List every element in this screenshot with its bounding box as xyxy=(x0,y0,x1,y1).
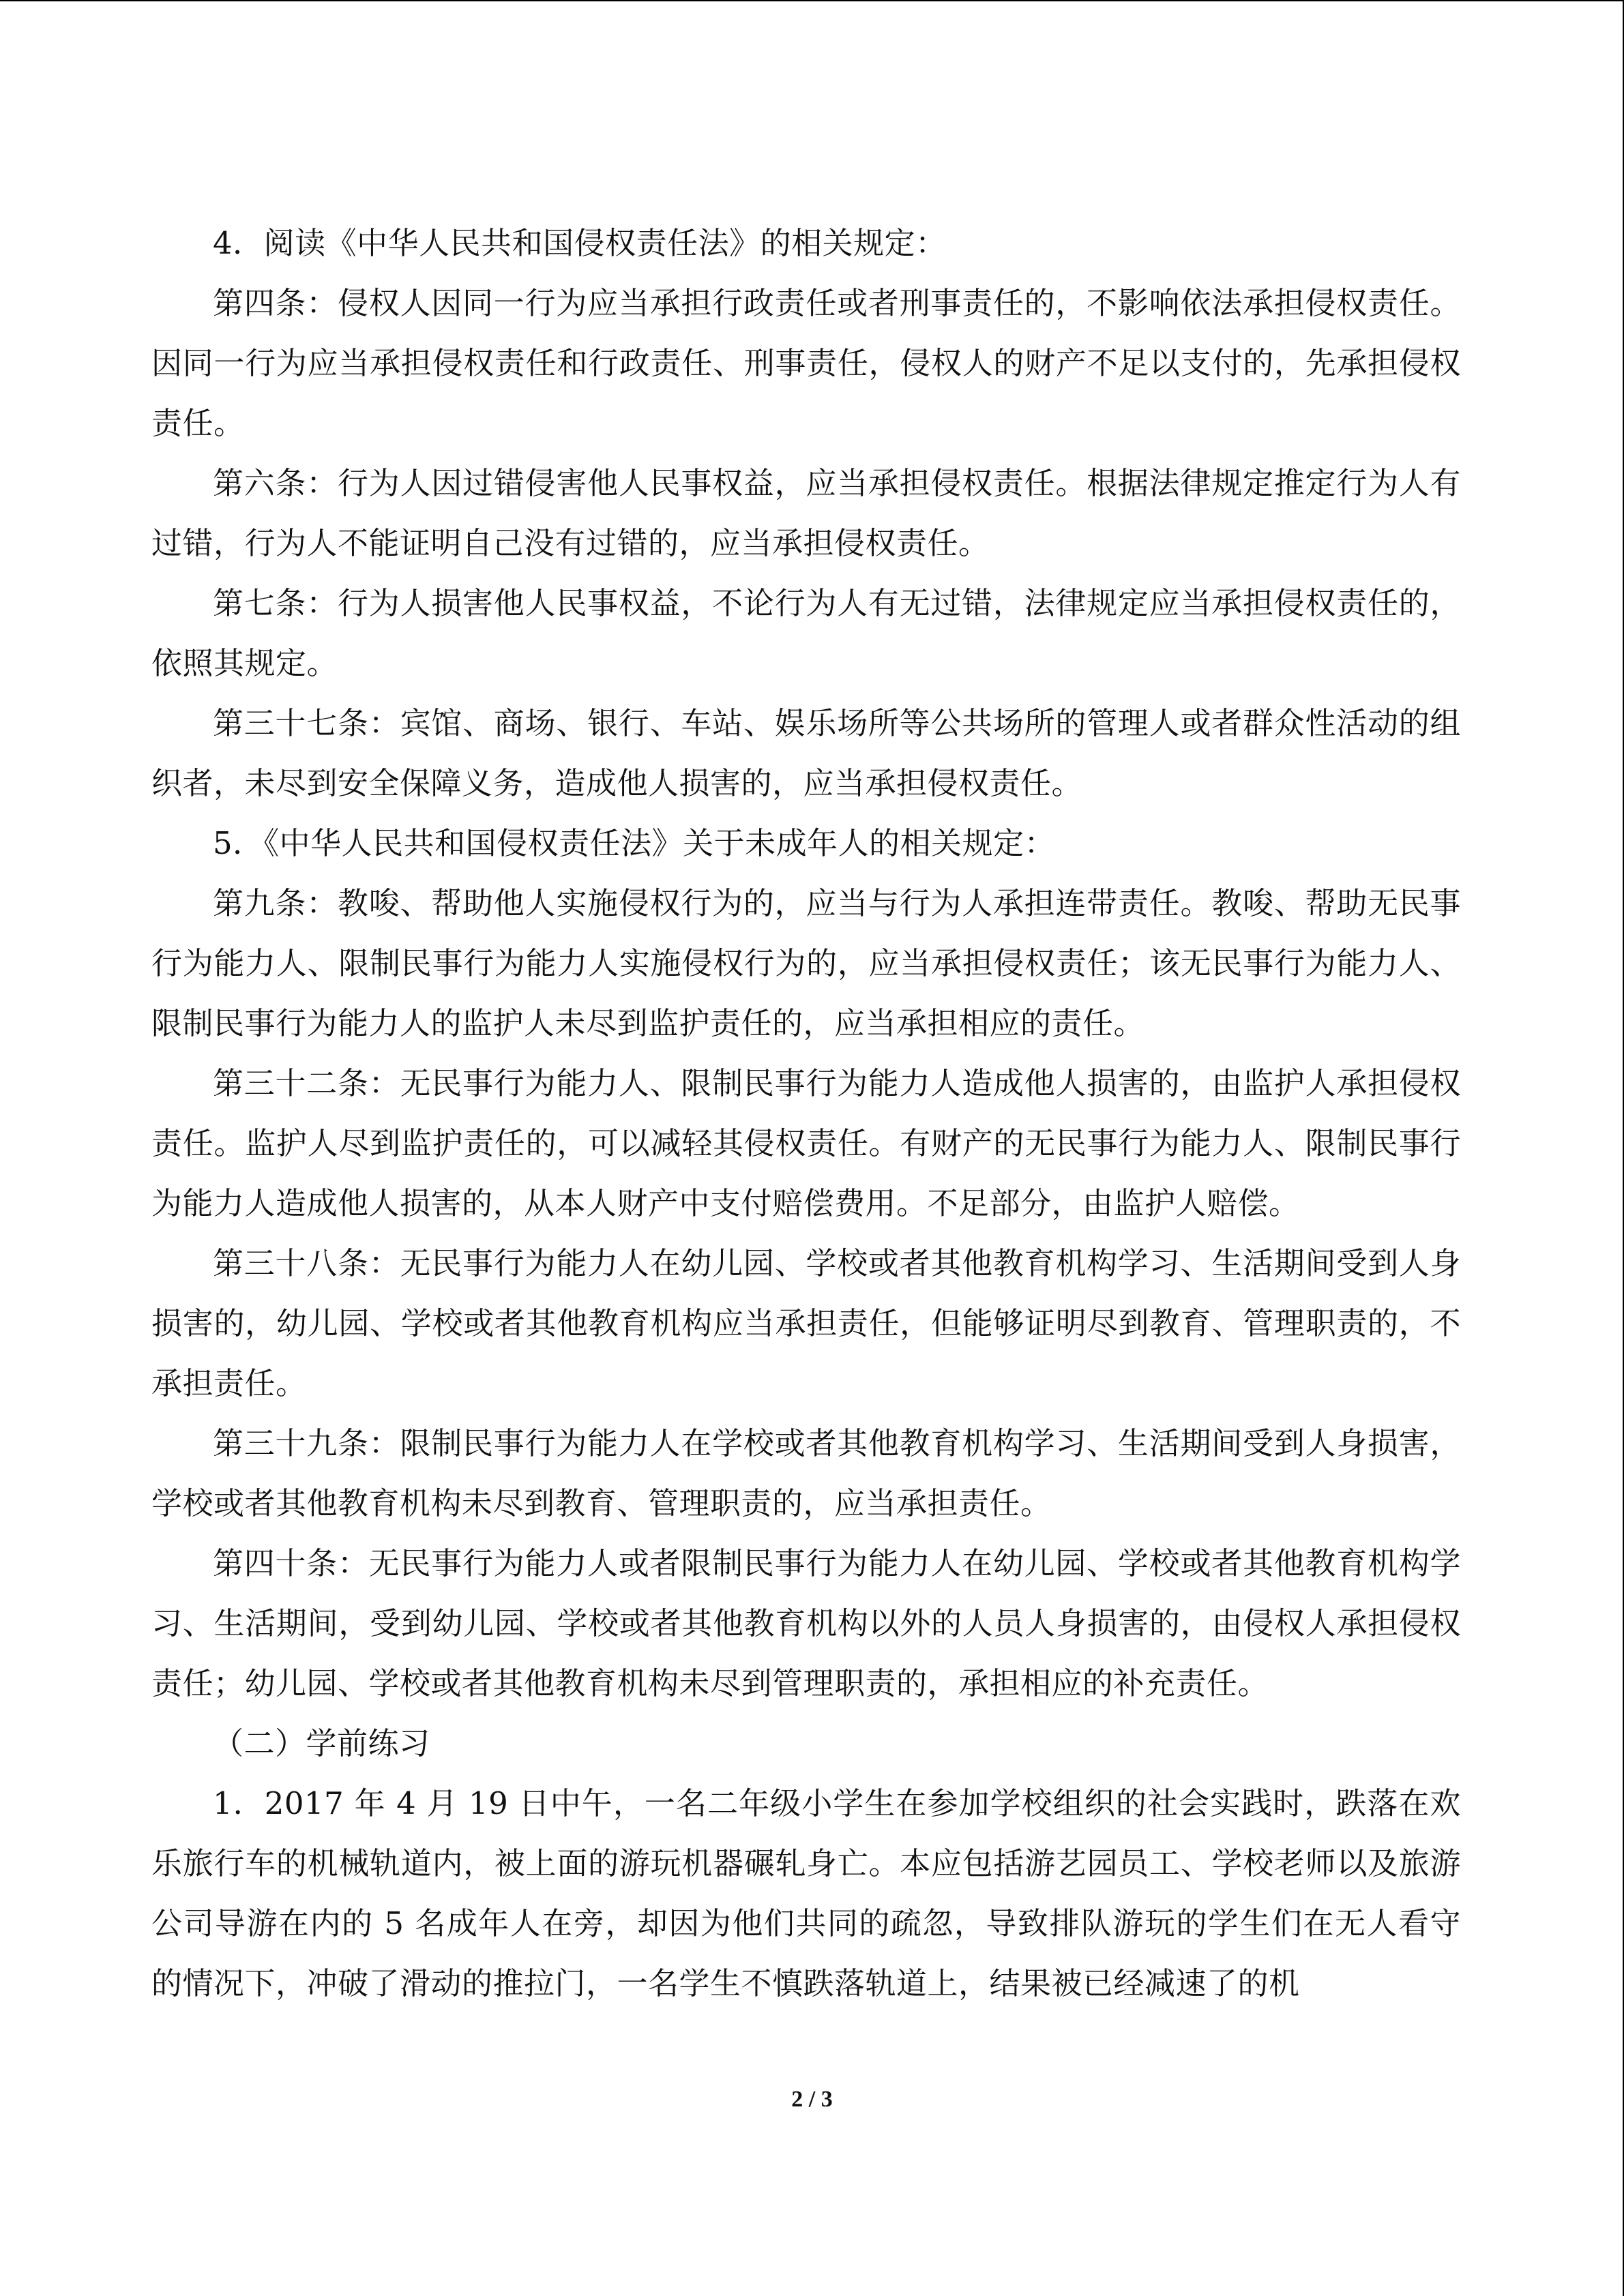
article-4-paragraph: 第四条：侵权人因同一行为应当承担行政责任或者刑事责任的，不影响依法承担侵权责任。因同一行为应当承担侵权责任和行政责任、刑事责任，侵权人的财产不足以支付的，先承担侵权责任。 xyxy=(151,285,1461,441)
article-40-paragraph: 第四十条：无民事行为能力人或者限制民事行为能力人在幼儿园、学校或者其他教育机构学习、生活期间，受到幼儿园、学校或者其他教育机构以外的人员人身损害的，由侵权人承担侵权责任；幼儿园、学校或者其他教育机构未尽到管理职责的，承担相应的补充责任。 xyxy=(151,1545,1461,1701)
section-heading-5: 5．《中华人民共和国侵权责任法》关于未成年人的相关规定： xyxy=(213,825,1056,861)
article-38-paragraph: 第三十八条：无民事行为能力人在幼儿园、学校或者其他教育机构学习、生活期间受到人身损害的，幼儿园、学校或者其他教育机构应当承担责任，但能够证明尽到教育、管理职责的，不承担责任。 xyxy=(151,1245,1461,1401)
section-heading-4: 4．阅读《中华人民共和国侵权责任法》的相关规定： xyxy=(213,225,947,261)
article-39-paragraph: 第三十九条：限制民事行为能力人在学校或者其他教育机构学习、生活期间受到人身损害，学校或者其他教育机构未尽到教育、管理职责的，应当承担责任。 xyxy=(151,1425,1461,1521)
page-number: 2 / 3 xyxy=(791,2087,833,2112)
article-37-paragraph: 第三十七条：宾馆、商场、银行、车站、娱乐场所等公共场所的管理人或者群众性活动的组织者，未尽到安全保障义务，造成他人损害的，应当承担侵权责任。 xyxy=(151,705,1461,801)
article-6-paragraph: 第六条：行为人因过错侵害他人民事权益，应当承担侵权责任。根据法律规定推定行为人有过错，行为人不能证明自己没有过错的，应当承担侵权责任。 xyxy=(151,465,1461,561)
article-9-paragraph: 第九条：教唆、帮助他人实施侵权行为的，应当与行为人承担连带责任。教唆、帮助无民事行为能力人、限制民事行为能力人实施侵权行为的，应当承担侵权责任；该无民事行为能力人、限制民事行为能力人的监护人未尽到监护责任的，应当承担相应的责任。 xyxy=(151,885,1461,1041)
practice-item-1: 1．2017 年 4 月 19 日中午，一名二年级小学生在参加学校组织的社会实践时，跌落在欢乐旅行车的机械轨道内，被上面的游玩机器碾轧身亡。本应包括游艺园员工、学校老师以及旅游公司导游在内的 5 名成年人在旁，却因为他们共同的疏忽，导致排队游玩的学生们在无人看守的情况下，冲破了滑动的推拉门，一名学生不慎跌落轨道上，结果被已经减速了的机 xyxy=(151,1785,1461,2001)
document-body xyxy=(151,213,1461,2014)
subsection-heading-practice: （二）学前练习 xyxy=(213,1725,430,1761)
article-7-paragraph: 第七条：行为人损害他人民事权益，不论行为人有无过错，法律规定应当承担侵权责任的，依照其规定。 xyxy=(151,585,1461,681)
article-32-paragraph: 第三十二条：无民事行为能力人、限制民事行为能力人造成他人损害的，由监护人承担侵权责任。监护人尽到监护责任的，可以减轻其侵权责任。有财产的无民事行为能力人、限制民事行为能力人造成他人损害的，从本人财产中支付赔偿费用。不足部分，由监护人赔偿。 xyxy=(151,1065,1461,1221)
